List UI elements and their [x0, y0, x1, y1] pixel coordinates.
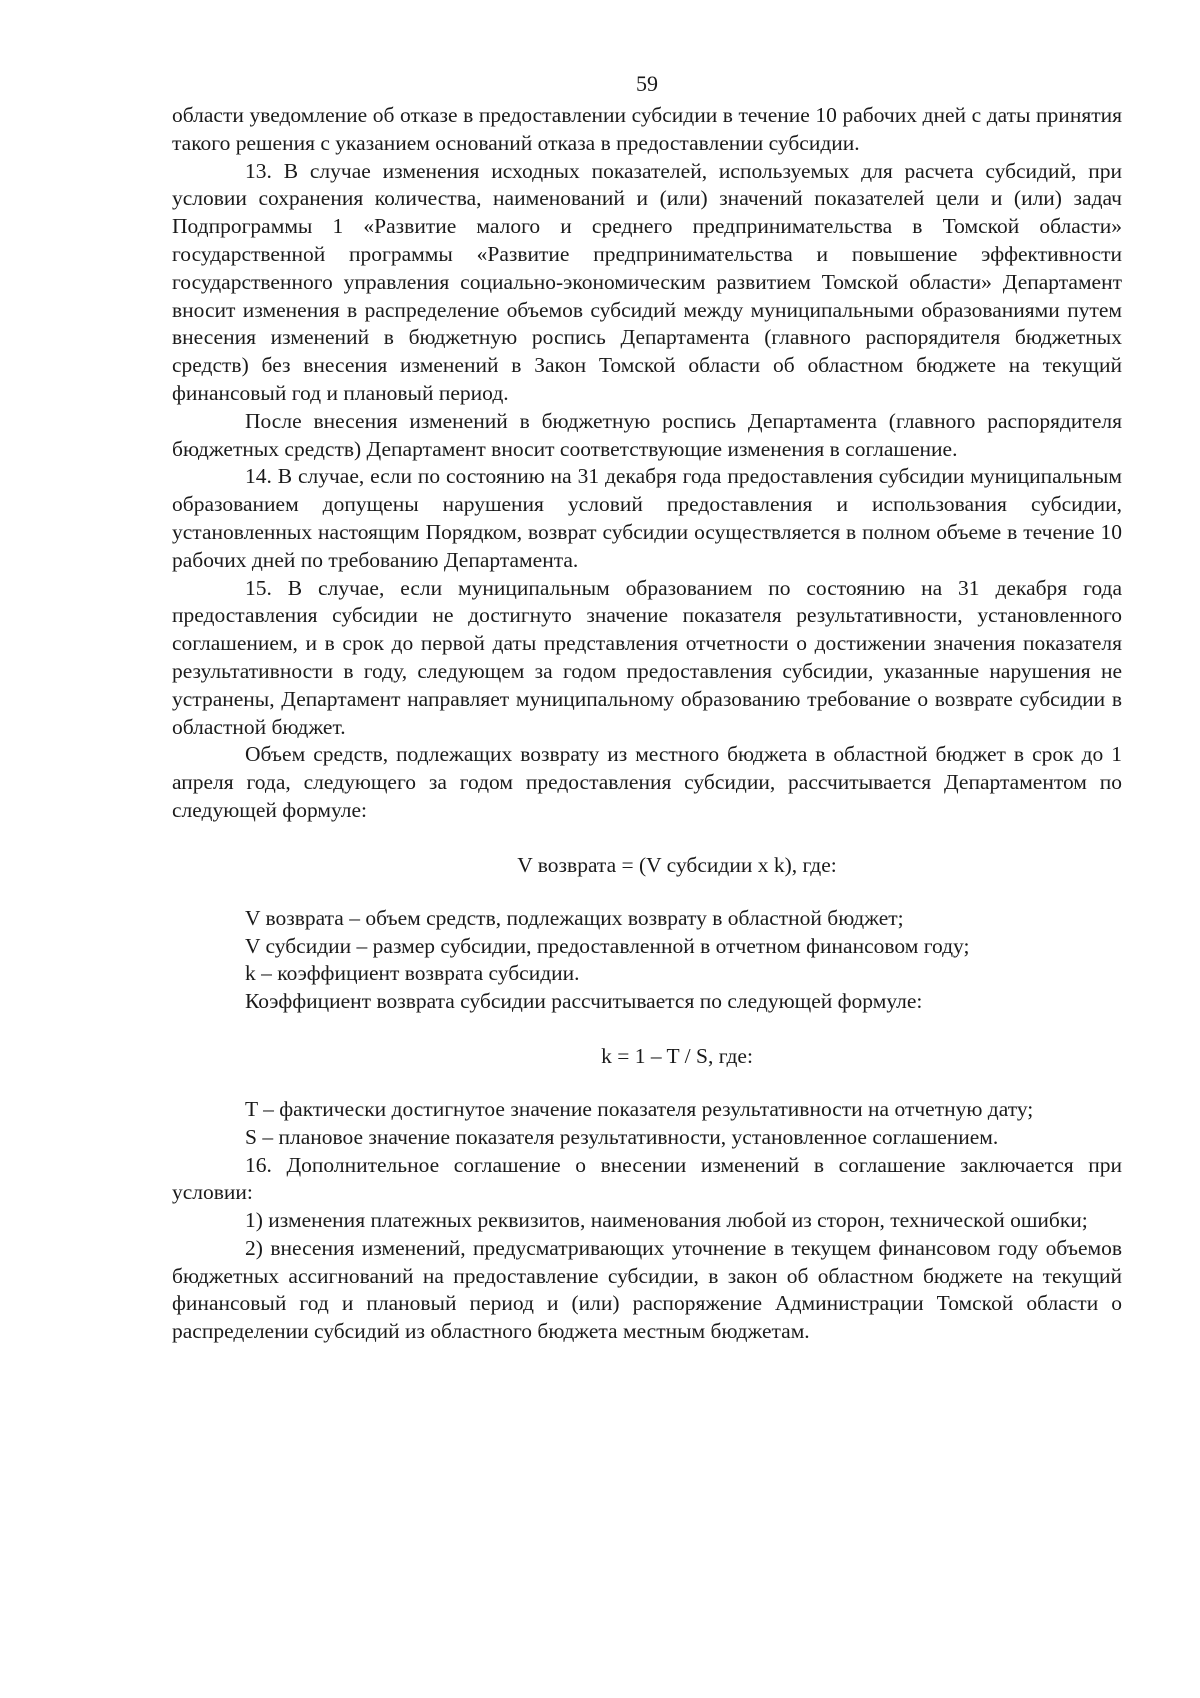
paragraph: 15. В случае, если муниципальным образованием по состоянию на 31 декабря года предоставления субсидии не достигнуто значение показателя результативности, установленного соглашением, и в срок до первой даты представления отчетности о достижении значения показателя результативности в году, следующем за годом предоставления субсидии, указанные нарушения не устранены, Департамент направляет муниципальному образованию требование о возврате субсидии в областной бюджет.	[172, 575, 1122, 739]
formula-return-coefficient: k = 1 – T / S, где:	[601, 1043, 753, 1068]
paragraph: 13. В случае изменения исходных показателей, используемых для расчета субсидий, при условии сохранения количества, наименований и (или) значений показателей цели и (или) задач Подпрограммы 1 «Развитие малого и среднего предпринимательства в Томской области» государственной программы «Развитие предпринимательства и повышение эффективности государственного управления социально-экономическим развитием Томской области» Департамент вносит изменения в распределение объемов субсидий между муниципальными образованиями путем внесения изменений в бюджетную роспись Департамента (главного распорядителя бюджетных средств) без внесения изменений в Закон Томской области об областном бюджете на текущий финансовый год и плановый период.	[172, 158, 1122, 405]
paragraph: Объем средств, подлежащих возврату из местного бюджета в областной бюджет в срок до 1 апреля года, следующего за годом предоставления субсидии, рассчитывается Департаментом по следующей формуле:	[172, 742, 1122, 822]
paragraph-group-2	[172, 905, 1122, 1016]
paragraph: 2) внесения изменений, предусматривающих уточнение в текущем финансовом году объемов бюджетных ассигнований на предоставление субсидии, в закон об областном бюджете на текущий финансовый год и плановый период и (или) распоряжение Администрации Томской области о распределении субсидий из областного бюджета местным бюджетам.	[172, 1235, 1122, 1344]
paragraph: T – фактически достигнутое значение показателя результативности на отчетную дату;	[245, 1096, 1034, 1121]
page-number: 59	[636, 71, 658, 96]
paragraph: S – плановое значение показателя результативности, установленное соглашением.	[245, 1124, 999, 1149]
paragraph: области уведомление об отказе в предоставлении субсидии в течение 10 рабочих дней с даты принятия такого решения с указанием оснований отказа в предоставлении субсидии.	[172, 103, 1122, 155]
paragraph: V возврата – объем средств, подлежащих возврату в областной бюджет;	[245, 905, 904, 930]
paragraph: После внесения изменений в бюджетную роспись Департамента (главного распорядителя бюджетных средств) Департамент вносит соответствующие изменения в соглашение.	[172, 408, 1122, 461]
paragraph-group-3	[172, 1096, 1122, 1346]
paragraph: 1) изменения платежных реквизитов, наименования любой из сторон, технической ошибки;	[245, 1208, 1088, 1233]
formula-return-volume: V возврата = (V субсидии x k), где:	[517, 852, 837, 877]
paragraph: k – коэффициент возврата субсидии.	[245, 961, 580, 986]
paragraph: Коэффициент возврата субсидии рассчитывается по следующей формуле:	[245, 989, 923, 1014]
paragraph: V субсидии – размер субсидии, предоставленной в отчетном финансовом году;	[245, 933, 970, 958]
paragraph: 16. Дополнительное соглашение о внесении изменений в соглашение заключается при условии:	[172, 1152, 1122, 1205]
paragraph-group-1	[172, 102, 1122, 825]
document-page	[172, 70, 1122, 1346]
paragraph: 14. В случае, если по состоянию на 31 декабря года предоставления субсидии муниципальным образованием допущены нарушения условий предоставления и использования субсидии, установленных настоящим Порядком, возврат субсидии осуществляется в полном объеме в течение 10 рабочих дней по требованию Департамента.	[172, 464, 1122, 572]
